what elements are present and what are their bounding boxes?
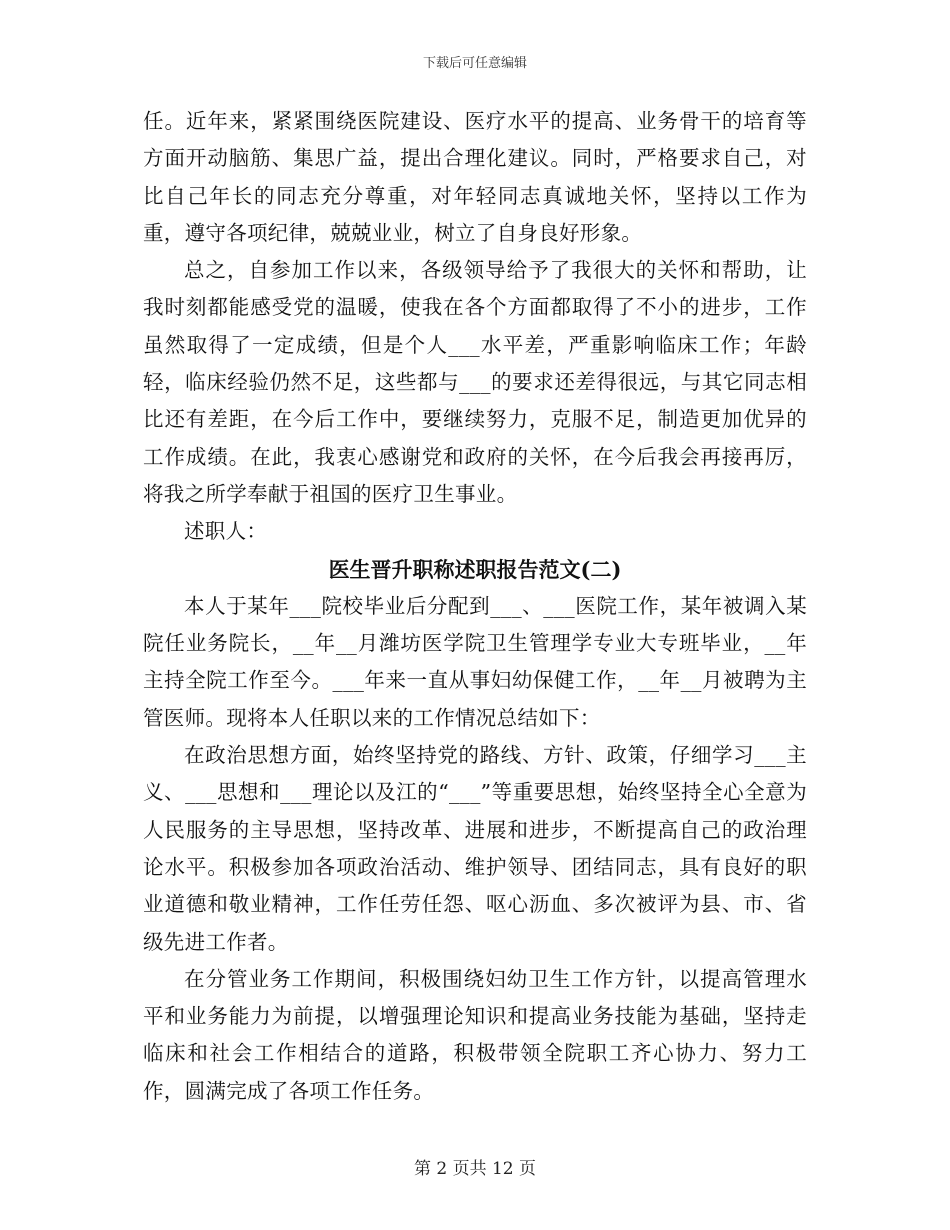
- page-header: 下载后可任意编辑: [422, 56, 527, 71]
- paragraph-politics: 在政治思想方面，始终坚持党的路线、方针、政策，仔细学习___主义、___思想和___理论以及江的“___”等重要思想，始终坚持全心全意为人民服务的主导思想，坚持改革、进展和进步，不断提高自己的政治理论水平。积极参加各项政治活动、维护领导、团结同志，具有良好的职业道德和敬业精神，工作任劳任怨、呕心沥血、多次被评为县、市、省级先进工作者。: [143, 743, 807, 954]
- paragraph-summary: 总之，自参加工作以来，各级领导给予了我很大的关怀和帮助，让我时刻都能感受党的温暖，使我在各个方面都取得了不小的进步，工作虽然取得了一定成绩，但是个人___水平差，严重影响临床工作；年龄轻，临床经验仍然不足，这些都与___的要求还差得很远，与其它同志相比还有差距，在今后工作中，要继续努力，克服不足，制造更加优异的工作成绩。在此，我衷心感谢党和政府的关怀，在今后我会再接再厉，将我之所学奉献于祖国的医疗卫生事业。: [143, 258, 807, 506]
- paragraph-intro: 本人于某年___院校毕业后分配到___、___医院工作，某年被调入某院任业务院长，__年__月潍坊医学院卫生管理学专业大专班毕业，__年主持全院工作至今。___年来一直从事妇幼保健工作，__年__月被聘为主管医师。现将本人任职以来的工作情况总结如下：: [143, 593, 807, 730]
- paragraph-work: 在分管业务工作期间，积极围绕妇幼卫生工作方针，以提高管理水平和业务能力为前提，以增强理论知识和提高业务技能为基础，坚持走临床和社会工作相结合的道路，积极带领全院职工齐心协力、努力工作，圆满完成了各项工作任务。: [143, 966, 807, 1103]
- page-footer: 第 2 页共 12 页: [413, 1159, 537, 1179]
- paragraph-continuation: 任。近年来，紧紧围绕医院建设、医疗水平的提高、业务骨干的培育等方面开动脑筋、集思广益，提出合理化建议。同时，严格要求自己，对比自己年长的同志充分尊重，对年轻同志真诚地关怀，坚持以工作为重，遵守各项纪律，兢兢业业，树立了自身良好形象。: [143, 109, 807, 245]
- paragraph-signature: 述职人：: [184, 519, 268, 544]
- section-title: 医生晋升职称述职报告范文(二): [328, 556, 622, 582]
- document-body: [143, 103, 807, 1110]
